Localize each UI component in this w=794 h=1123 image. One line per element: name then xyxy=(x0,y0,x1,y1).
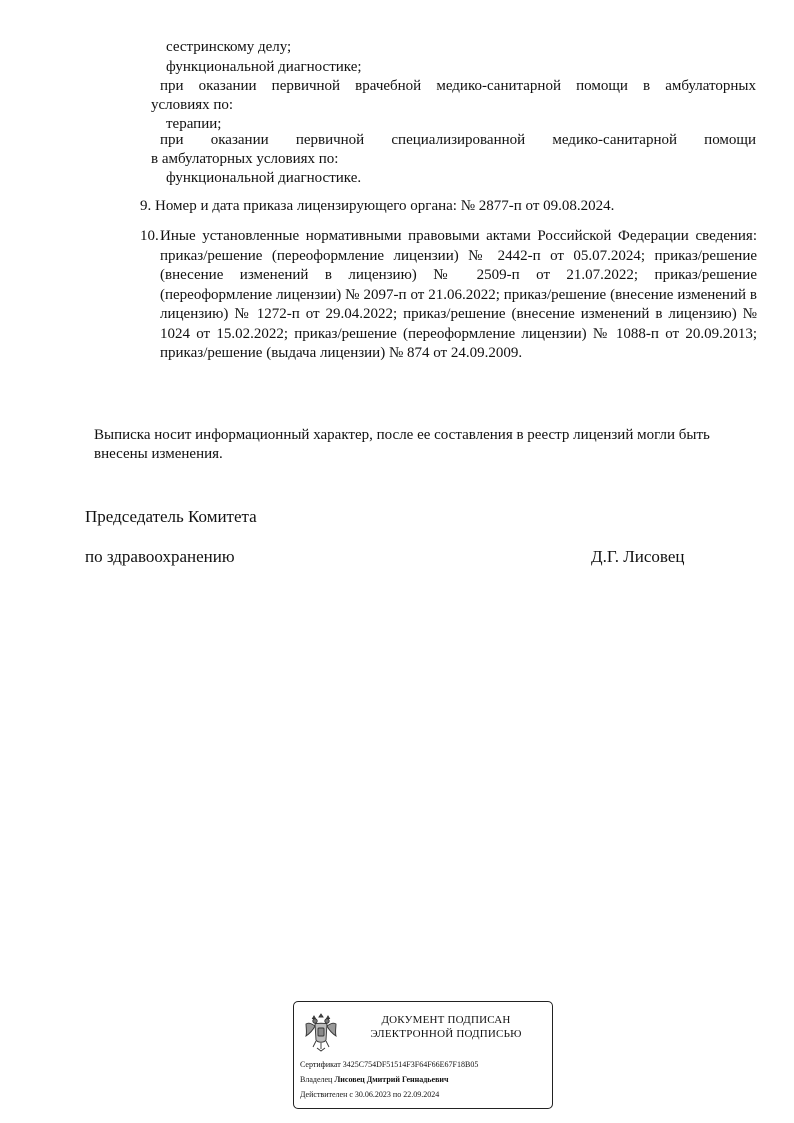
list-item: функциональной диагностике. xyxy=(166,170,362,186)
validity-line: Действителен с 30.06.2023 по 22.09.2024 xyxy=(300,1090,440,1099)
list-item: условиях по: xyxy=(151,97,234,113)
list-item: при оказании первичной специализированной медико-санитарной помощи xyxy=(160,132,756,148)
list-item: в амбулаторных условиях по: xyxy=(151,151,339,167)
electronic-signature-stamp xyxy=(293,1001,553,1109)
stamp-heading-line2: ЭЛЕКТРОННОЙ ПОДПИСЬЮ xyxy=(370,1028,522,1040)
certificate-label: Сертификат xyxy=(300,1060,341,1069)
item-number: 10. xyxy=(140,228,159,244)
coat-of-arms-icon xyxy=(303,1010,339,1054)
signatory-title-line1: Председатель Комитета xyxy=(85,507,257,526)
stamp-heading-line1: ДОКУМЕНТ ПОДПИСАН xyxy=(381,1014,511,1026)
list-item: при оказании первичной врачебной медико-санитарной помощи в амбулаторных xyxy=(160,78,756,94)
list-item: функциональной диагностике; xyxy=(166,59,362,75)
certificate-value: 3425C754DF51514F3F64F66E67F18B05 xyxy=(342,1060,479,1069)
list-item: сестринскому делу; xyxy=(166,39,292,55)
license-order-number: 9. Номер и дата приказа лицензирующего органа: № 2877-п от 09.08.2024. xyxy=(140,198,615,214)
signatory-name: Д.Г. Лисовец xyxy=(591,547,685,566)
certificate-line xyxy=(300,1060,478,1070)
owner-line xyxy=(300,1075,449,1085)
stamp-heading xyxy=(348,1013,544,1041)
list-item: терапии; xyxy=(166,116,222,132)
owner-label: Владелец xyxy=(300,1075,333,1084)
informational-note: Выписка носит информационный характер, после ее составления в реестр лицензий могли быть внесены изменения. xyxy=(94,427,710,462)
other-information-text: Иные установленные нормативными правовыми актами Российской Федерации сведения: приказ/решение (переоформление лицензии) № 2442-п от 05.07.2024; приказ/решение (внесение изменений в лицензию) № 2509-п от 21.07.2022; приказ/решение (переоформление лицензии) № 2097-п от 21.06.2022; приказ/решение (внесение изменений в лицензию) № 1272-п от 29.04.2022; приказ/решение (внесение изменений в лицензию) № 1024 от 15.02.2022; приказ/решение (переоформление лицензии) № 1088-п от 20.09.2013; приказ/решение (выдача лицензии) № 874 от 24.09.2009. xyxy=(160,228,757,361)
owner-value: Лисовец Дмитрий Геннадьевич xyxy=(334,1075,449,1084)
signatory-title-line2: по здравоохранению xyxy=(85,547,235,566)
other-information-item xyxy=(140,227,757,364)
